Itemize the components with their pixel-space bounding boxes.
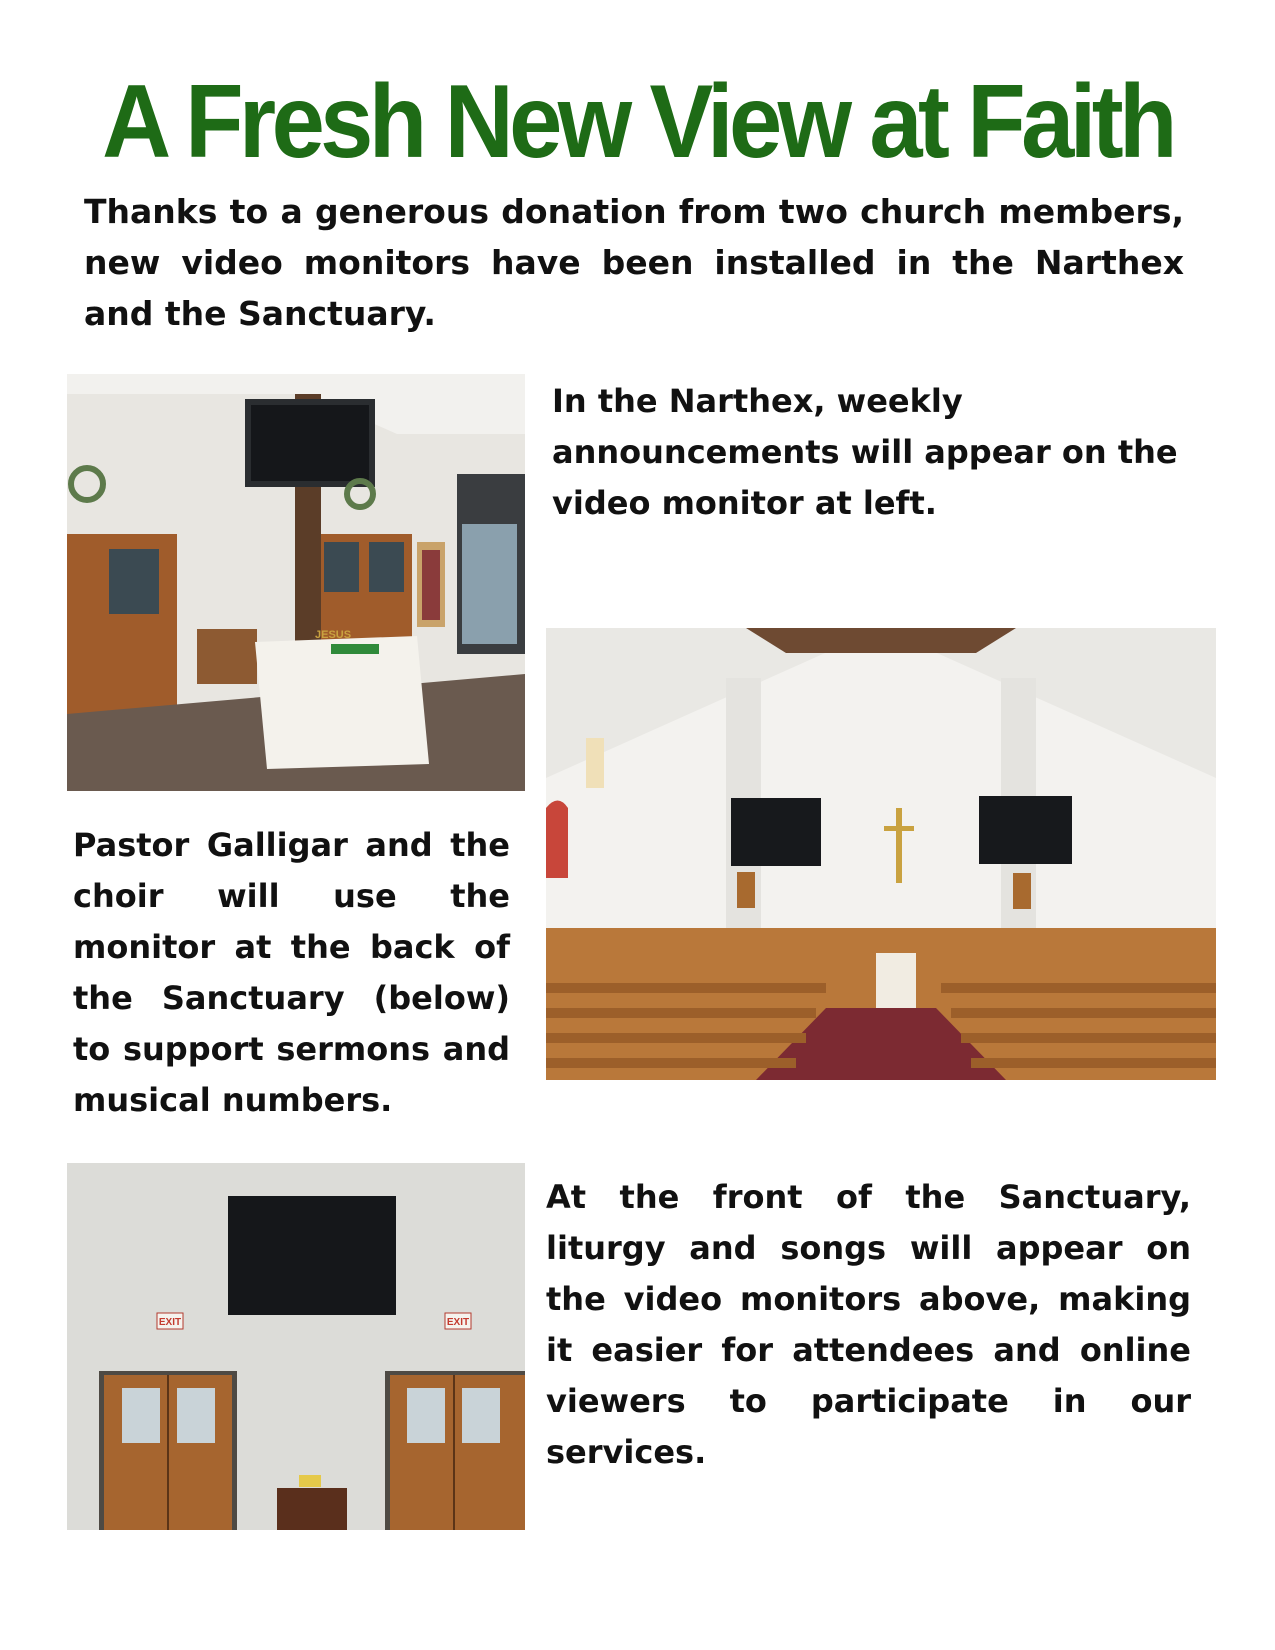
narthex-sign-text: JESUS (315, 629, 352, 641)
front-of-sanctuary-paragraph: At the front of the Sanctuary, liturgy and songs will appear on the video monitors above, making it easier for attendees and online viewers to participate in our services. (546, 1178, 1191, 1471)
page-title: A Fresh New View at Faith (102, 64, 1173, 180)
pastor-paragraph: Pastor Galligar and the choir will use the monitor at the back of the Sanctuary (below) to support sermons and musical numbers. (73, 826, 510, 1119)
exit-sign-left: EXIT (158, 1317, 182, 1328)
exit-sign-right: EXIT (446, 1317, 470, 1328)
intro-paragraph: Thanks to a generous donation from two church members, new video monitors have been installed in the Narthex and the Sanctuary. (84, 192, 1184, 333)
narthex-paragraph: In the Narthex, weekly announcements will appear on the video monitor at left. (552, 382, 1178, 522)
narthex-photo (67, 374, 525, 791)
back-of-sanctuary-photo (67, 1163, 525, 1530)
sanctuary-photo (546, 628, 1216, 1080)
